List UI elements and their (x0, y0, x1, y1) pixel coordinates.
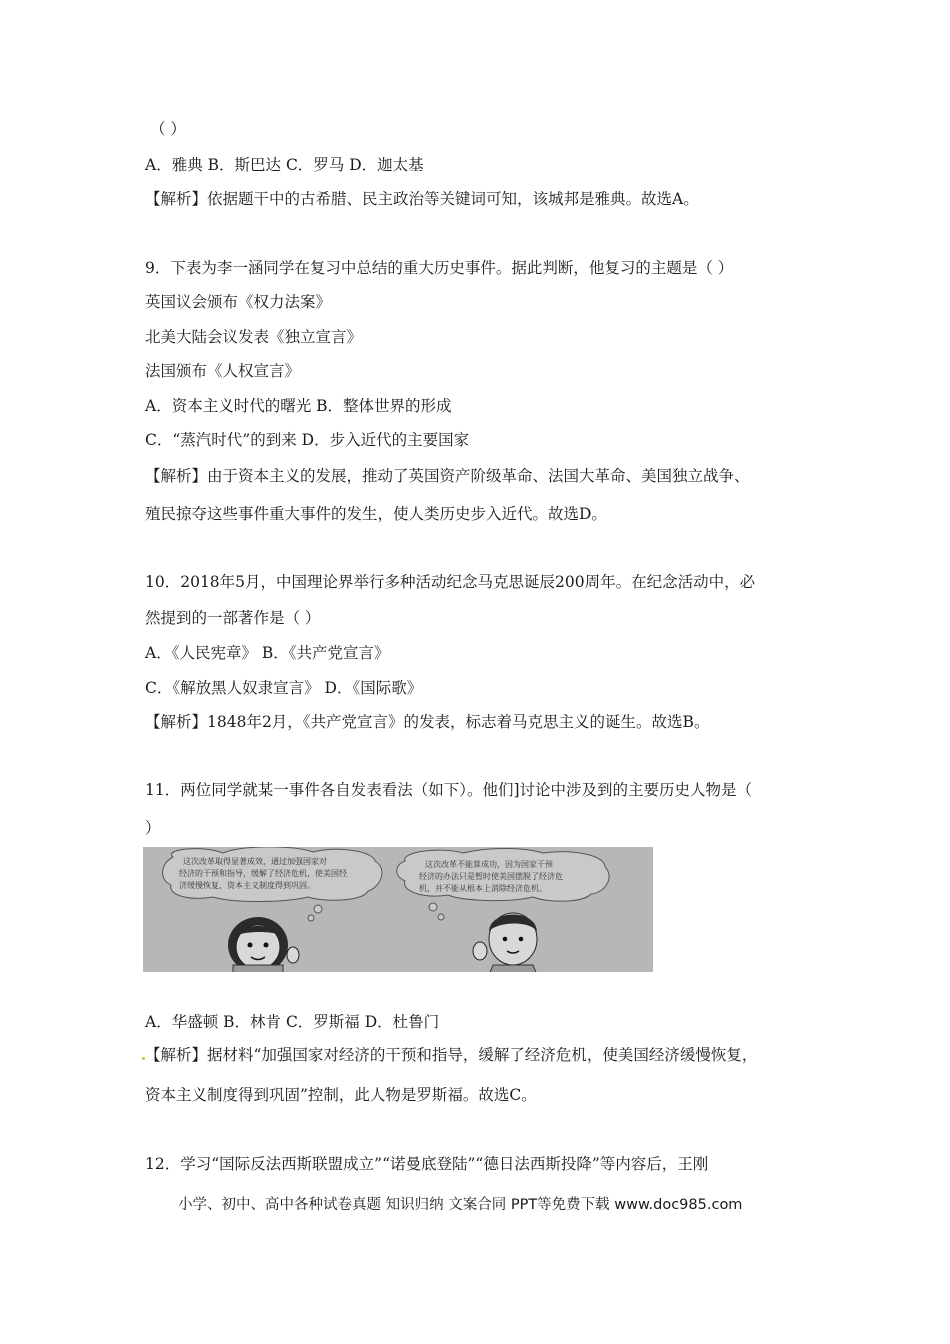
question-10-line1: 10．2018年5月，中国理论界举行多种活动纪念马克思诞辰200周年。在纪念活动中，必 (145, 573, 756, 591)
question-9: 9．下表为李一涵同学在复习中总结的重大历史事件。据此判断，他复习的主题是（ ） (145, 259, 734, 277)
options-q10-cd: C．《解放黑人奴隶宣言》 D．《国际歌》 (145, 679, 423, 697)
analysis-q8: 【解析】依据题干中的古希腊、民主政治等关键词可知，该城邦是雅典。故选A。 (145, 190, 699, 208)
right-bubble-line1: 这次改革不能算成功，因为国家干预 (425, 860, 553, 869)
right-bubble-line2: 经济的办法只是暂时使美国摆脱了经济危 (419, 872, 563, 881)
options-q9-cd: C．“蒸汽时代”的到来 D．步入近代的主要国家 (145, 431, 470, 449)
question-11-line1: 11．两位同学就某一事件各自发表看法（如下）。他们]讨论中涉及到的主要历史人物是（ (145, 781, 753, 799)
left-bubble-line3: 济缓慢恢复，资本主义制度得到巩固。 (179, 881, 315, 890)
options-q11: A．华盛顿 B．林肯 C．罗斯福 D．杜鲁门 (145, 1013, 440, 1031)
options-q10-ab: A．《人民宪章》 B．《共产党宣言》 (145, 644, 390, 662)
left-bubble-line1: 这次改革取得显著成效，通过加强国家对 (183, 857, 327, 866)
question-12-line1: 12．学习“国际反法西斯联盟成立”“诺曼底登陆”“德日法西斯投降”等内容后，王刚 (145, 1155, 709, 1173)
page-footer: 小学、初中、高中各种试卷真题 知识归纳 文案合同 PPT等免费下载 www.doc985.com (178, 1197, 743, 1213)
analysis-q11-line2: 资本主义制度得到巩固”控制，此人物是罗斯福。故选C。 (145, 1086, 537, 1104)
options-q9-ab: A．资本主义时代的曙光 B．整体世界的形成 (145, 397, 452, 415)
right-bubble-line3: 机，并不能从根本上消除经济危机。 (419, 884, 547, 893)
table-row-3: 法国颁布《人权宣言》 (145, 362, 301, 380)
left-bubble-line2: 经济的干预和指导，缓解了经济危机，使美国经 (179, 869, 347, 878)
table-row-1: 英国议会颁布《权力法案》 (145, 293, 332, 311)
options-q8: A．雅典 B．斯巴达 C．罗马 D．迦太基 (145, 156, 424, 174)
analysis-q9-line2: 殖民掠夺这些事件重大事件的发生，使人类历史步入近代。故选D。 (145, 505, 607, 523)
analysis-q11-line1: 【解析】据材料“加强国家对经济的干预和指导，缓解了经济危机，使美国经济缓慢恢复， (145, 1046, 758, 1064)
question-11-line2: ） (145, 819, 161, 837)
analysis-q10: 【解析】1848年2月，《共产党宣言》的发表，标志着马克思主义的诞生。故选B。 (145, 713, 710, 731)
analysis-q9-line1: 【解析】由于资本主义的发展，推动了英国资产阶级革命、法国大革命、美国独立战争、 (145, 467, 750, 485)
question-10-line2: 然提到的一部著作是（ ） (145, 609, 321, 627)
answer-blank: （ ） (150, 120, 186, 138)
table-row-2: 北美大陆会议发表《独立宣言》 (145, 328, 363, 346)
cartoon-image (143, 847, 653, 972)
